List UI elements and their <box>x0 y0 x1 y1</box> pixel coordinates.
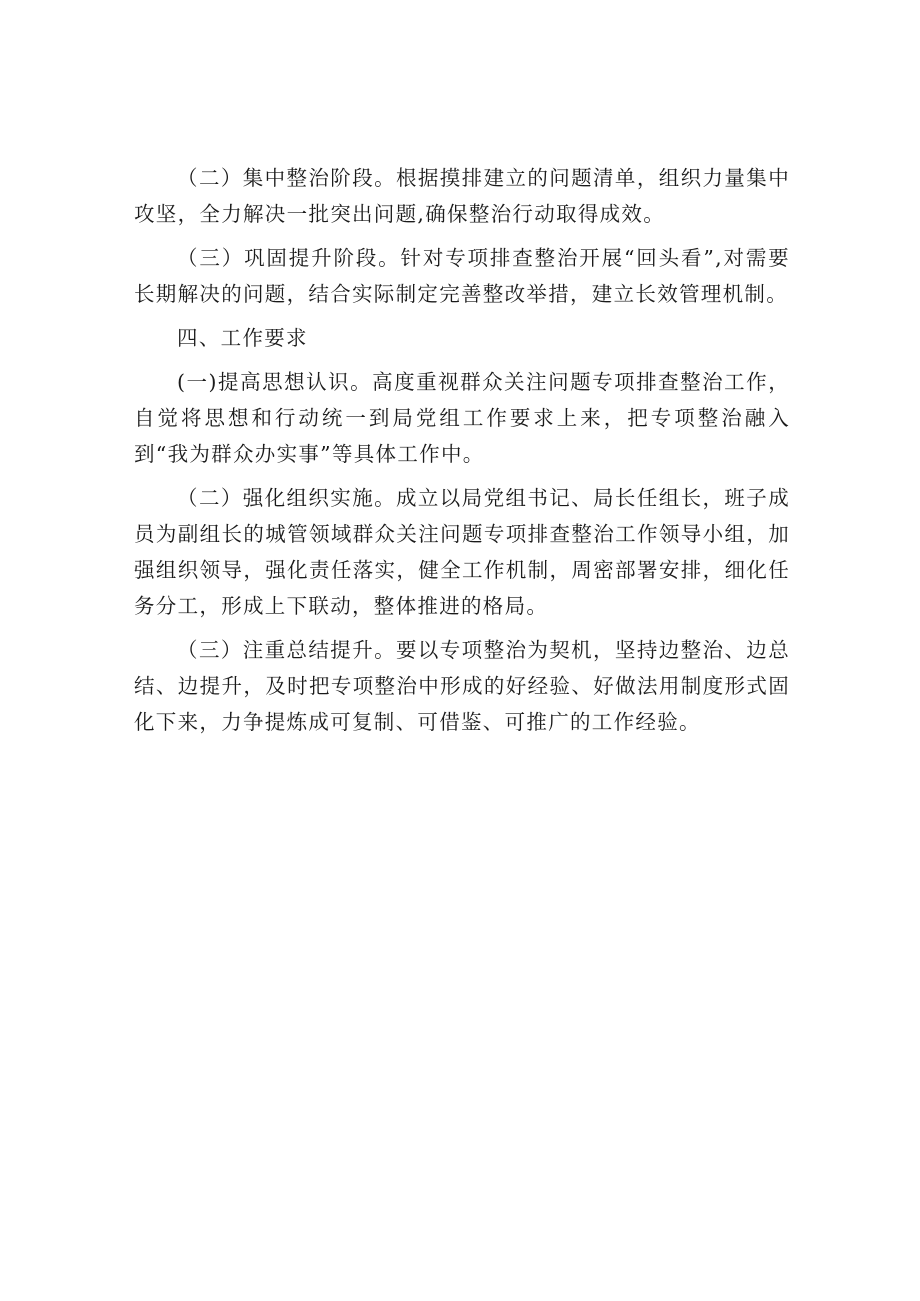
paragraph-summarize-and-improve: （三）注重总结提升。要以专项整治为契机，坚持边整治、边总结、边提升，及时把专项整治中形成的好经验、好做法用制度形式固化下来，力争提炼成可复制、可借鉴、可推广的工作经验。 <box>134 638 790 734</box>
paragraph-centralized-rectification-stage: （二）集中整治阶段。根据摸排建立的问题清单，组织力量集中攻坚，全力解决一批突出问题,确保整治行动取得成效。 <box>134 166 790 226</box>
paragraph-strengthen-organization: （二）强化组织实施。成立以局党组书记、局长任组长，班子成员为副组长的城管领域群众关注问题专项排查整治工作领导小组，加强组织领导，强化责任落实，健全工作机制，周密部署安排，细化任务分工，形成上下联动，整体推进的格局。 <box>134 486 790 618</box>
paragraph-raise-awareness: (一)提高思想认识。高度重视群众关注问题专项排查整治工作，自觉将思想和行动统一到局党组工作要求上来，把专项整治融入到“我为群众办实事”等具体工作中。 <box>134 370 790 466</box>
section-heading-work-requirements: 四、工作要求 <box>177 326 308 350</box>
paragraph-consolidation-stage: （三）巩固提升阶段。针对专项排查整治开展“回头看”,对需要长期解决的问题，结合实际制定完善整改举措，建立长效管理机制。 <box>134 246 790 306</box>
document-body <box>134 160 790 748</box>
